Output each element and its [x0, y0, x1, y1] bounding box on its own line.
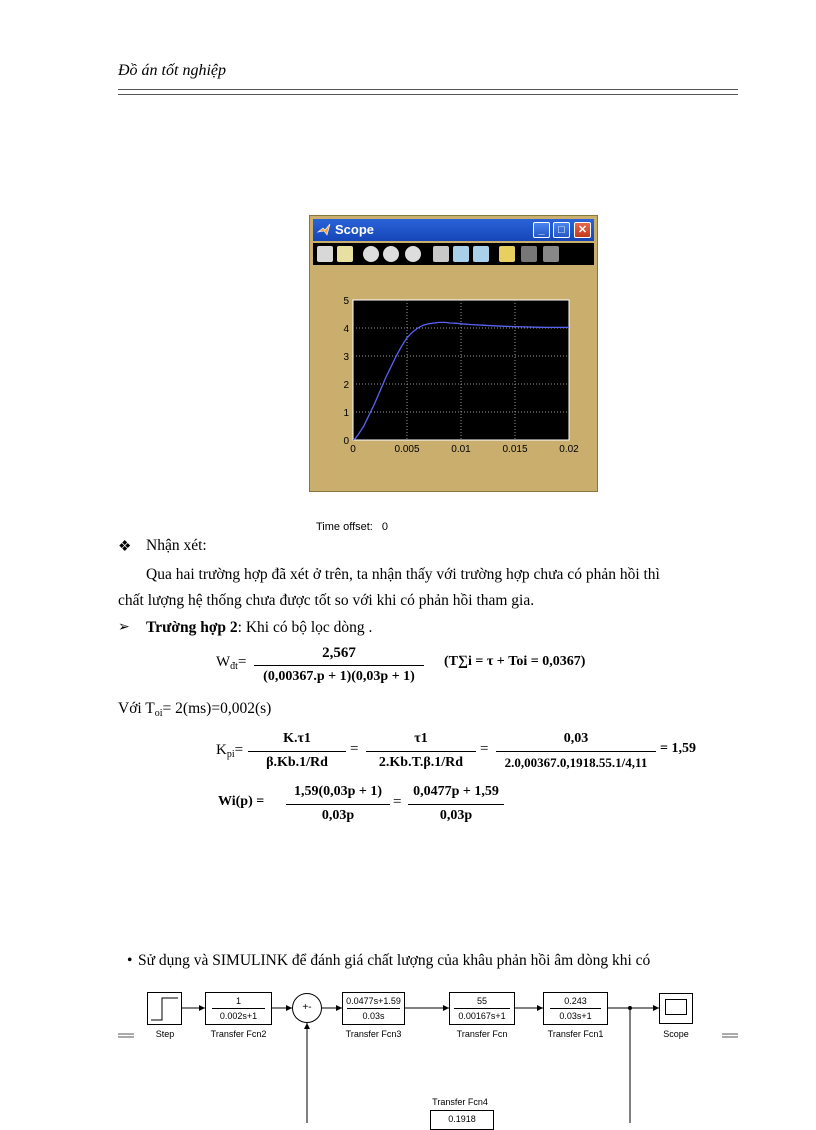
kpi-f1-den: β.Kb.1/Rd — [266, 755, 328, 770]
tf2-num: 1 — [235, 996, 241, 1006]
time-offset-label: Time offset: — [316, 521, 373, 533]
y-tick-label: 4 — [343, 324, 349, 335]
kpi-result: = 1,59 — [660, 741, 696, 756]
transfer-fcn4-block[interactable] — [430, 1110, 494, 1130]
comment-line-1: Qua hai trường hợp đã xét ở trên, ta nhận thấy với trường hợp chưa có phản hồi thì — [146, 566, 660, 583]
simulink-intro-text: Sử dụng và SIMULINK để đánh giá chất lượng của khâu phản hồi âm dòng khi có — [138, 952, 651, 969]
case2-label: Trường hợp 2 — [146, 619, 238, 636]
kpi-f3-num: 0,03 — [563, 731, 589, 746]
page-header-title: Đồ án tốt nghiệp — [118, 62, 226, 79]
tf3-den: 0.03s — [362, 1011, 385, 1021]
arrow-bullet-icon: ➢ — [118, 620, 130, 635]
kpi-f2-num: τ1 — [414, 731, 428, 746]
kpi-eq1: = — [350, 741, 359, 757]
minimize-button[interactable]: _ — [533, 222, 550, 238]
wi-f2-den: 0,03p — [439, 808, 473, 823]
sum-signs: +- — [302, 1002, 312, 1013]
comment-line-2: chất lượng hệ thống chưa được tốt so với khi có phản hồi tham gia. — [118, 592, 535, 609]
tf2-line — [212, 1008, 265, 1009]
transfer-fcn3-block[interactable] — [342, 992, 405, 1025]
x-tick-label: 0.015 — [502, 444, 528, 455]
tf3-label: Transfer Fcn3 — [345, 1029, 402, 1039]
wdt-denominator: (0,00367.p + 1)(0,03p + 1) — [263, 669, 415, 684]
wi-lhs: Wi(p) = — [218, 794, 265, 809]
tf-num: 55 — [476, 996, 487, 1006]
wi-f1-den: 0,03p — [321, 808, 355, 823]
tf3-line — [347, 1008, 400, 1009]
wdt-numerator: 2,567 — [322, 645, 356, 661]
y-tick-label: 1 — [343, 408, 349, 419]
scope-label: Scope — [663, 1029, 689, 1039]
close-button[interactable]: ✕ — [574, 222, 591, 238]
transfer-fcn2-block[interactable] — [205, 992, 272, 1025]
tf3-num: 0.0477s+1.59 — [346, 996, 401, 1006]
step-label: Step — [155, 1029, 175, 1039]
tf1-line — [550, 1008, 601, 1009]
tf-line — [454, 1008, 510, 1009]
x-tick-label: 0.02 — [559, 444, 579, 455]
wdt-side-note: (T∑i = τ + Toi = 0,0367) — [444, 654, 586, 669]
time-offset-value: 0 — [381, 521, 389, 533]
sum-block[interactable] — [292, 993, 322, 1023]
y-tick-label: 2 — [343, 380, 349, 391]
step-icon — [148, 993, 181, 1024]
x-tick-label: 0 — [350, 444, 356, 455]
y-tick-label: 0 — [343, 436, 349, 447]
maximize-button[interactable]: □ — [553, 222, 570, 238]
transfer-fcn-block[interactable] — [449, 992, 515, 1025]
tf1-label: Transfer Fcn1 — [547, 1029, 604, 1039]
round-bullet-icon: • — [127, 952, 133, 969]
tf2-den: 0.002s+1 — [219, 1011, 258, 1021]
y-tick-label: 5 — [343, 296, 349, 307]
tf1-num: 0.243 — [564, 996, 587, 1006]
kpi-f2-den: 2.Kb.T.β.1/Rd — [378, 755, 464, 770]
scope-block[interactable] — [659, 993, 693, 1024]
kpi-eq2: = — [480, 741, 489, 757]
tf-den: 0.00167s+1 — [458, 1011, 506, 1021]
comment-label: Nhận xét: — [146, 537, 207, 554]
tf4-label: Transfer Fcn4 — [432, 1097, 488, 1107]
wi-eq: = — [393, 794, 402, 810]
transfer-fcn1-block[interactable] — [543, 992, 608, 1025]
y-tick-label: 3 — [343, 352, 349, 363]
kpi-f3-den: 2.0,00367.0,1918.55.1/4,11 — [504, 755, 648, 770]
wdt-lhs: $W_{đt}=$ — [216, 654, 247, 672]
wi-f2-num: 0,0477p + 1,59 — [413, 784, 499, 799]
tf4-num: 0.1918 — [448, 1114, 476, 1124]
step-block[interactable] — [147, 992, 182, 1025]
tf1-den: 0.03s+1 — [559, 1011, 592, 1021]
x-tick-label: 0.005 — [394, 444, 420, 455]
tf2-label: Transfer Fcn2 — [210, 1029, 267, 1039]
scope-screen-icon — [665, 999, 687, 1015]
tf-label: Transfer Fcn — [456, 1029, 508, 1039]
kpi-f1-num: K.τ1 — [283, 731, 311, 746]
x-tick-label: 0.01 — [451, 444, 471, 455]
kpi-lhs: $K_{pi}=$ — [216, 742, 244, 760]
diamond-bullet-icon: ❖ — [118, 539, 132, 555]
toi-line: Với $T_{oi}= 2(ms)=0,002(s)$ — [118, 700, 272, 719]
scope-title: Scope — [335, 222, 375, 237]
case2-text: : Khi có bộ lọc dòng . — [237, 619, 373, 636]
wi-f1-num: 1,59(0,03p + 1) — [293, 784, 383, 799]
